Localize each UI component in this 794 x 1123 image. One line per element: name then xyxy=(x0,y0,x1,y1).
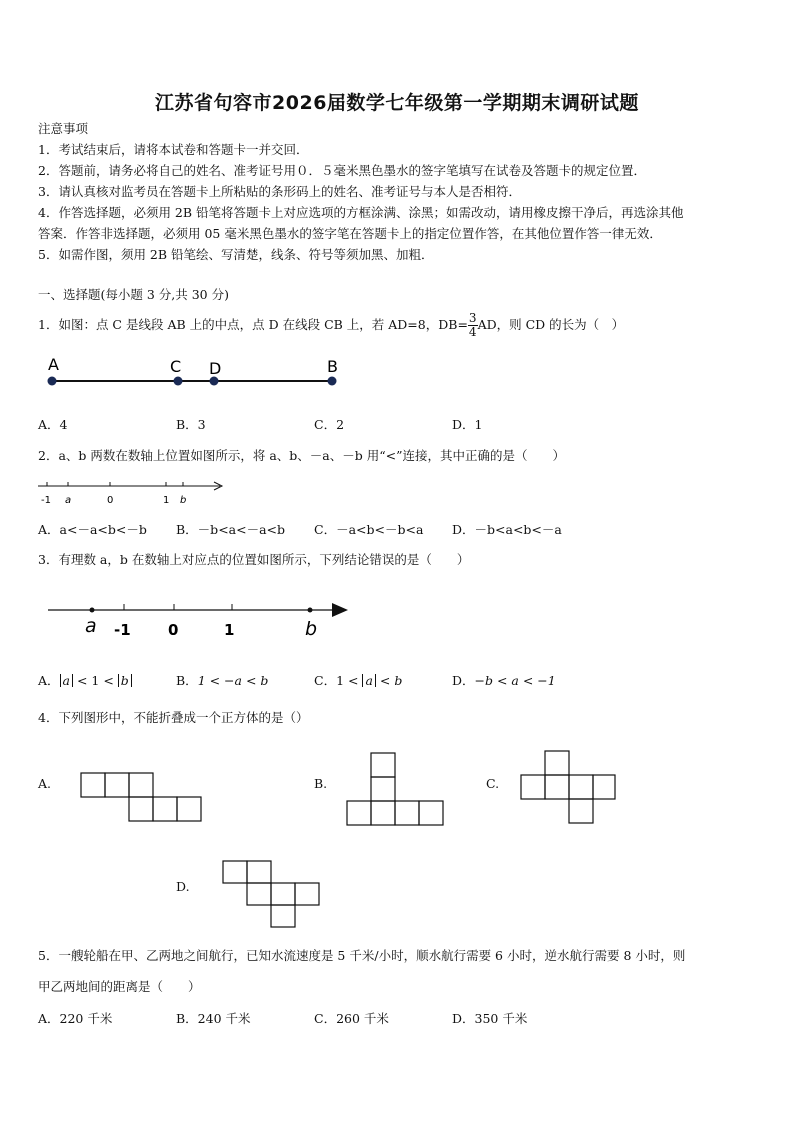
question-1 xyxy=(38,312,624,339)
section-heading: 一、选择题(每小题 3 分,共 30 分) xyxy=(38,287,229,302)
net-c xyxy=(520,750,616,826)
label-b: B xyxy=(327,357,338,376)
label-d: D xyxy=(209,359,222,378)
q3-option-c xyxy=(314,671,402,689)
q5-option-c: C．260 千米 xyxy=(314,1011,389,1026)
tick-label: 1 xyxy=(163,495,170,506)
fraction-numerator: 3 xyxy=(468,311,477,325)
page-title: 江苏省句容市2026届数学七年级第一学期期末调研试题 xyxy=(155,92,639,114)
net-d xyxy=(222,860,322,928)
tick-label: 0 xyxy=(168,621,179,639)
q4-label-b: B. xyxy=(314,776,328,791)
point-b xyxy=(308,608,313,613)
option-expr: −b < a < −1 xyxy=(474,673,556,688)
label-a: A xyxy=(48,355,59,374)
q3-option-b xyxy=(176,671,268,689)
notice-item-5: 5．如需作图，须用 2B 铅笔绘、写清楚，线条、符号等须加黑、加粗． xyxy=(38,247,434,262)
q2-option-d: D．－b<a<b<－a xyxy=(452,522,562,537)
arrow-icon xyxy=(332,603,348,617)
q1-option-d: D．1 xyxy=(452,417,483,432)
notice-item-4-cont: 答案．作答非选择题，必须用 05 毫米黑色墨水的签字笔在答题卡上的指定位置作答，在其他位置作答一律无效． xyxy=(38,226,662,241)
net-b xyxy=(346,752,444,828)
tick-label: 1 xyxy=(224,621,235,639)
option-expr: < b xyxy=(375,673,403,688)
q2-option-a: A．a<－a<b<－b xyxy=(38,522,147,537)
question-5-cont: 甲乙两地间的距离是（ ） xyxy=(38,979,201,994)
q4-label-d: D. xyxy=(176,879,190,894)
option-expr: 1 < xyxy=(336,673,363,688)
question-3: 3．有理数 a，b 在数轴上对应点的位置如图所示，下列结论错误的是（ ） xyxy=(38,552,470,567)
point-a xyxy=(90,608,95,613)
notice-item-3: 3．请认真核对监考员在答题卡上所粘贴的条形码上的姓名、准考证号与本人是否相符． xyxy=(38,184,521,199)
option-label: D． xyxy=(452,673,475,688)
q1-option-a: A．4 xyxy=(38,417,68,432)
net-a xyxy=(80,772,208,826)
fraction-tail: AD xyxy=(477,317,497,332)
notice-heading: 注意事项 xyxy=(38,121,89,136)
number-line-q2 xyxy=(34,476,234,510)
q1-option-c: C．2 xyxy=(314,417,345,432)
tick-label: 0 xyxy=(107,495,114,506)
tick-label: b xyxy=(180,495,187,506)
question-1-tail: ，则 CD 的长为（ ） xyxy=(496,317,625,332)
question-4: 4．下列图形中，不能折叠成一个正方体的是（） xyxy=(38,710,309,725)
notice-item-4: 4．作答选择题，必须用 2B 铅笔将答题卡上对应选项的方框涂满、涂黑；如需改动，请用橡皮擦干净后，再选涂其他 xyxy=(38,205,684,220)
option-label: C． xyxy=(314,673,337,688)
q5-option-a: A．220 千米 xyxy=(38,1011,113,1026)
abs-a: a xyxy=(362,674,375,687)
point-b xyxy=(328,377,337,386)
abs-a: a xyxy=(60,674,73,687)
notice-item-2: 2．答题前，请务必将自己的姓名、准考证号用０．５毫米黑色墨水的签字笔填写在试卷及答题卡的规定位置． xyxy=(38,163,646,178)
point-a xyxy=(48,377,57,386)
label-c: C xyxy=(170,357,182,376)
option-label: A． xyxy=(38,673,60,688)
tick-label: b xyxy=(305,618,318,640)
tick-label: a xyxy=(85,615,97,637)
q5-option-b: B．240 千米 xyxy=(176,1011,251,1026)
abs-b: b xyxy=(118,674,132,687)
notice-item-1: 1．考试结束后，请将本试卷和答题卡一并交回． xyxy=(38,142,309,157)
fraction xyxy=(468,312,478,339)
option-expr: < 1 < xyxy=(72,673,118,688)
option-label: B． xyxy=(176,673,198,688)
tick-label: -1 xyxy=(41,495,51,506)
fraction-denominator: 4 xyxy=(468,325,477,339)
question-2: 2．a、b 两数在数轴上位置如图所示，将 a、b、－a、－b 用“<”连接，其中正确的是（ ） xyxy=(38,448,565,463)
number-line-q3 xyxy=(44,596,354,646)
question-5: 5．一艘轮船在甲、乙两地之间航行，已知水流速度是 5 千米/小时，顺水航行需要 6 小时，逆水航行需要 8 小时，则 xyxy=(38,948,686,963)
q2-option-b: B．－b<a<－a<b xyxy=(176,522,286,537)
point-c xyxy=(174,377,183,386)
tick-label: -1 xyxy=(114,621,131,639)
q4-label-a: A. xyxy=(38,776,52,791)
q4-label-c: C. xyxy=(486,776,500,791)
option-expr: 1 < −a < b xyxy=(197,673,269,688)
question-1-text: 1．如图：点 C 是线段 AB 上的中点，点 D 在线段 CB 上，若 AD=8，DB= xyxy=(38,317,468,332)
q3-option-d xyxy=(452,671,556,689)
q2-option-c: C．－a<b<－b<a xyxy=(314,522,424,537)
q3-option-a xyxy=(38,671,132,689)
q5-option-d: D．350 千米 xyxy=(452,1011,528,1026)
tick-label: a xyxy=(65,495,72,506)
segment-diagram xyxy=(40,352,350,396)
q1-option-b: B．3 xyxy=(176,417,206,432)
